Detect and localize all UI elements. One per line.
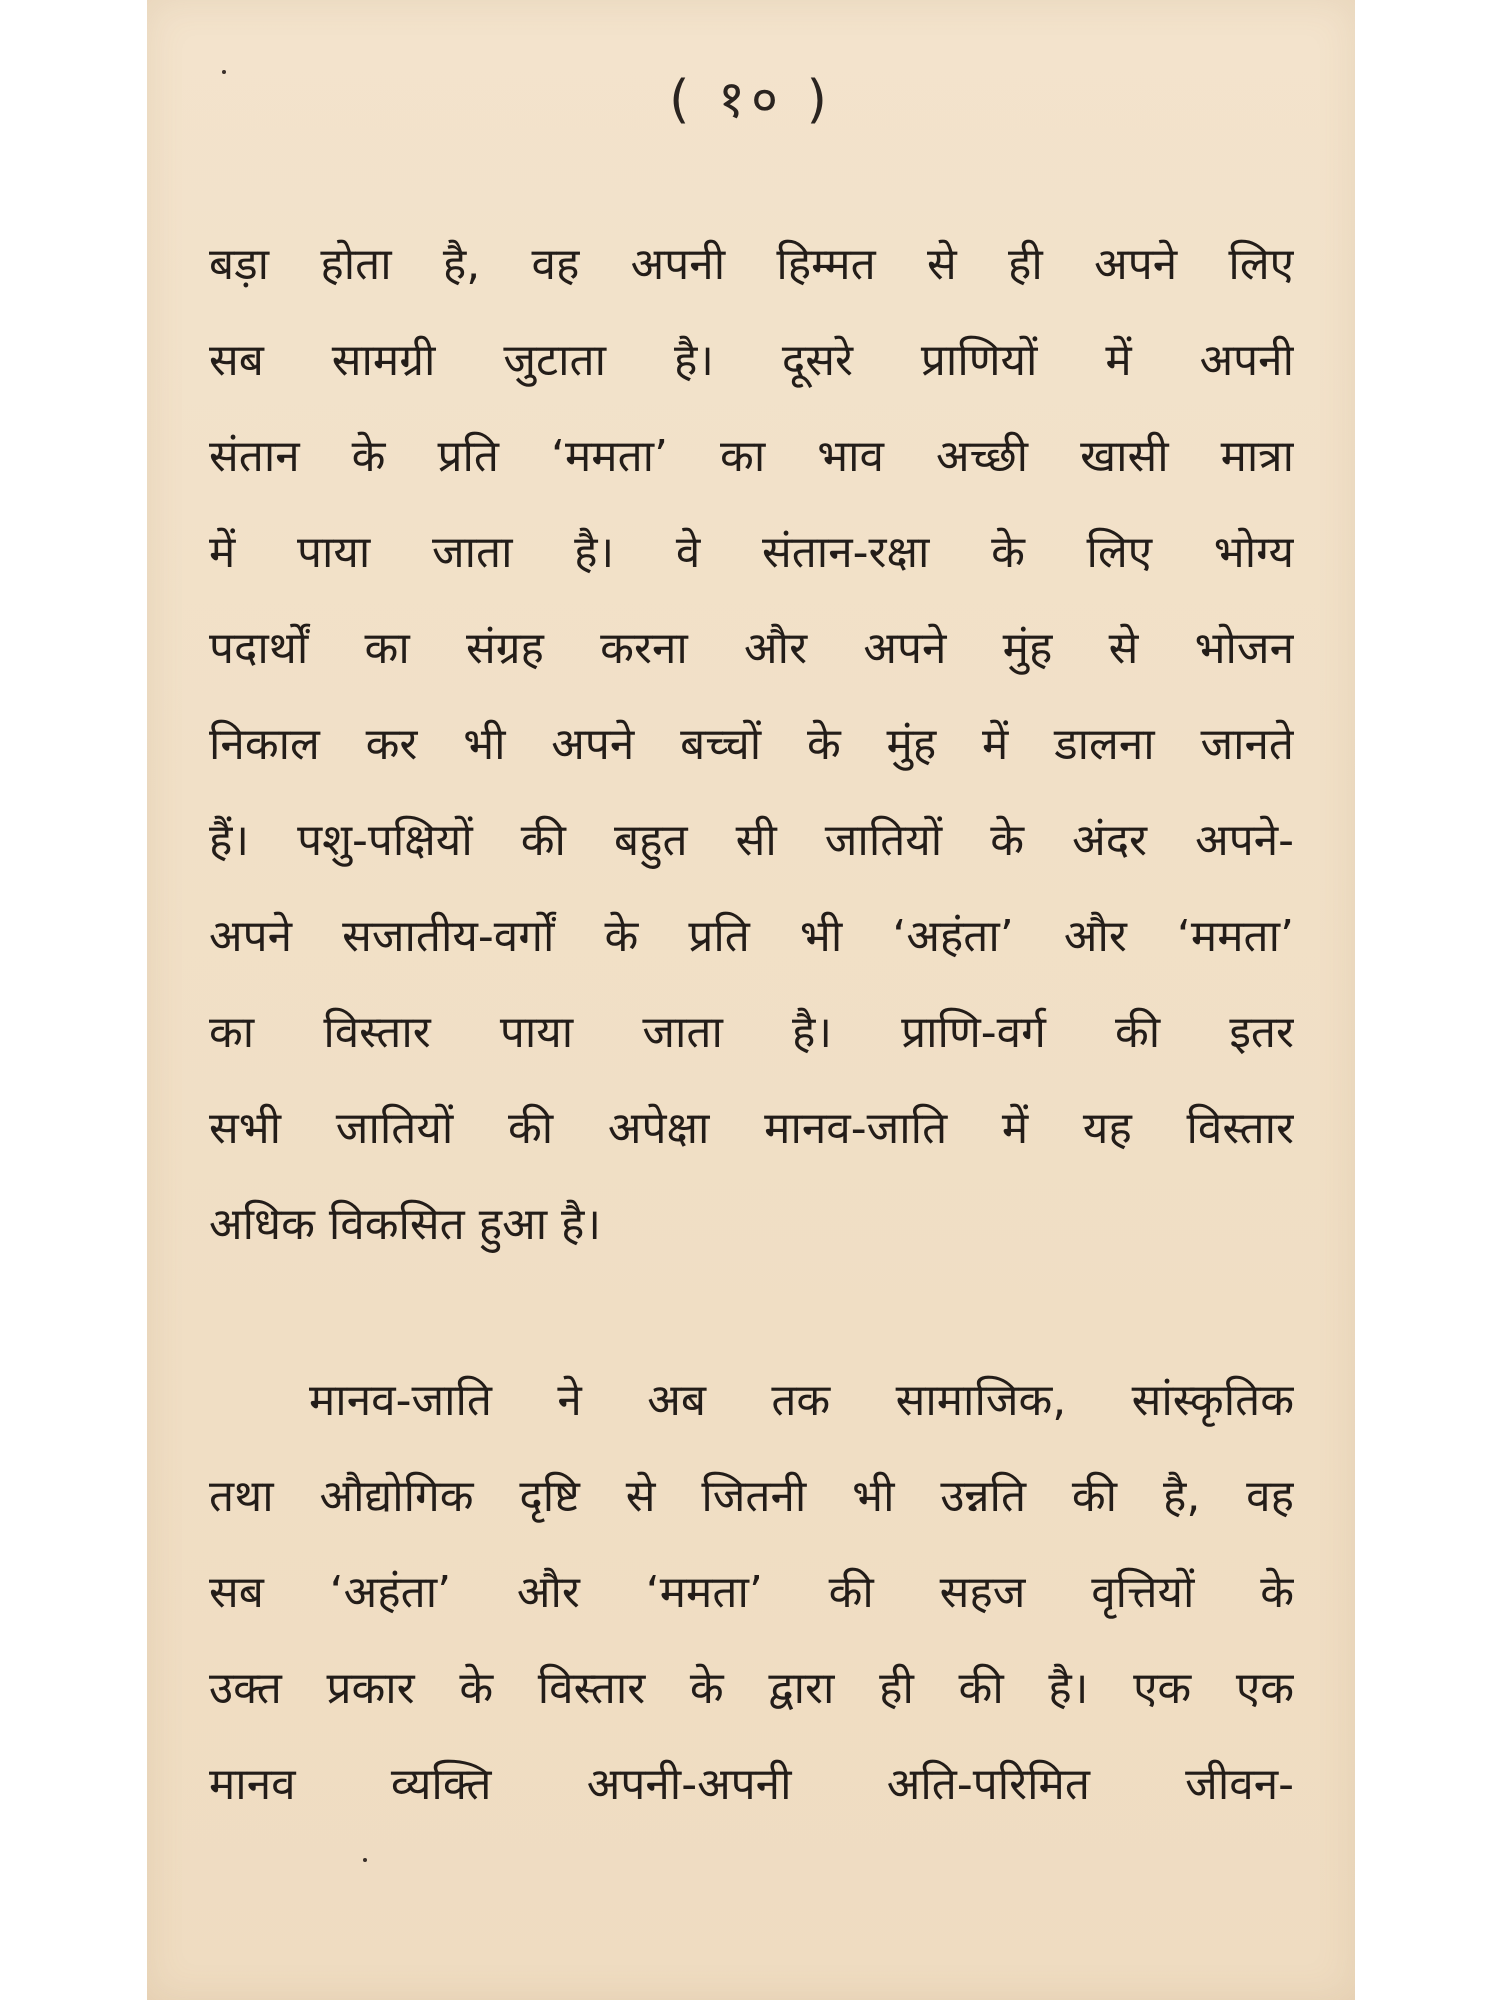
text-line: सब ‘अहंता’ और ‘ममता’ की सहज वृत्तियों के	[209, 1567, 1294, 1618]
text-line: निकाल कर भी अपने बच्चों के मुंह में डालना जानते	[209, 719, 1294, 770]
text-line: संतान के प्रति ‘ममता’ का भाव अच्छी खासी मात्रा	[209, 431, 1294, 482]
paper-speck	[222, 70, 226, 74]
text-line: में पाया जाता है। वे संतान-रक्षा के लिए भोग्य	[209, 527, 1294, 578]
text-line: अपने सजातीय-वर्गों के प्रति भी ‘अहंता’ और ‘ममता’	[209, 911, 1294, 962]
book-page	[147, 0, 1355, 2000]
text-line: अधिक विकसित हुआ है।	[209, 1199, 602, 1250]
text-line: का विस्तार पाया जाता है। प्राणि-वर्ग की इतर	[209, 1007, 1294, 1058]
text-line: मानव-जाति ने अब तक सामाजिक, सांस्कृतिक	[309, 1375, 1294, 1426]
text-line: उक्त प्रकार के विस्तार के द्वारा ही की है। एक एक	[209, 1663, 1294, 1714]
text-line: मानव व्यक्ति अपनी-अपनी अति-परिमित जीवन-	[209, 1759, 1294, 1810]
text-line: पदार्थों का संग्रह करना और अपने मुंह से भोजन	[209, 623, 1294, 674]
text-line: हैं। पशु-पक्षियों की बहुत सी जातियों के अंदर अपने-	[209, 815, 1294, 866]
page-number: ( १० )	[669, 70, 833, 130]
text-line: सभी जातियों की अपेक्षा मानव-जाति में यह विस्तार	[209, 1103, 1294, 1154]
text-line: सब सामग्री जुटाता है। दूसरे प्राणियों में अपनी	[209, 335, 1294, 386]
text-line: तथा औद्योगिक दृष्टि से जितनी भी उन्नति की है, वह	[209, 1471, 1294, 1522]
text-line: बड़ा होता है, वह अपनी हिम्मत से ही अपने लिए	[209, 239, 1294, 290]
paper-speck	[363, 1858, 367, 1862]
